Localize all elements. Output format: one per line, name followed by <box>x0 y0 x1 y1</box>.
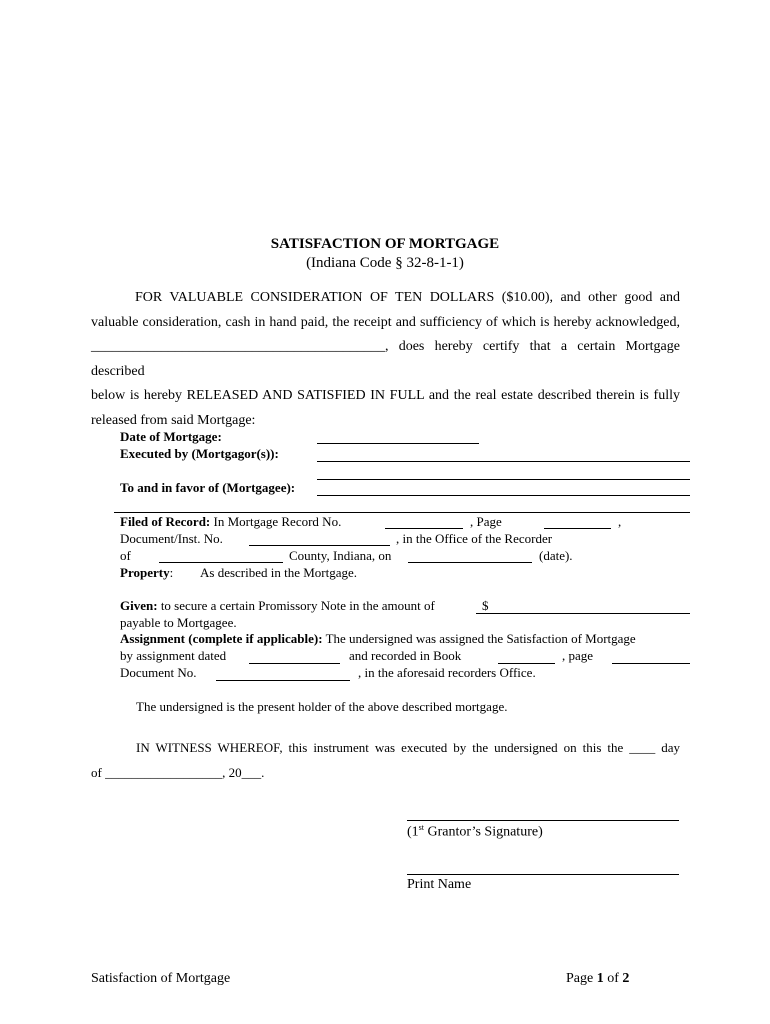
given-text: to secure a certain Promissory Note in the amount of <box>160 598 435 613</box>
grantor-signature-line[interactable] <box>407 820 679 821</box>
intro-line: below is hereby RELEASED AND SATISFIED IN FULL and the real estate described therein is fully <box>91 388 680 403</box>
witness-line-2: of __________________, 20___. <box>91 765 265 780</box>
record-no-field[interactable] <box>385 528 463 529</box>
executed-by-label: Executed by (Mortgagor(s)): <box>120 446 279 461</box>
office-recorder-text: , in the Office of the Recorder <box>396 531 553 546</box>
page-comma: , <box>618 514 622 529</box>
in-favor-of-label: To and in favor of (Mortgagee): <box>120 480 296 495</box>
footer-page-prefix: Page <box>566 971 597 986</box>
given-line <box>120 598 435 614</box>
document-title: SATISFACTION OF MORTGAGE <box>270 236 500 252</box>
property-text: As described in the Mortgage. <box>200 565 358 580</box>
given-label: Given: <box>120 598 158 613</box>
recorded-in-label: and recorded in Book <box>349 648 462 663</box>
signature-caption-sup: st <box>418 823 425 832</box>
assignment-text: The undersigned was assigned the Satisfaction of Mortgage <box>325 631 636 646</box>
filed-of-record-line <box>120 514 341 530</box>
mortgagor-field[interactable] <box>317 461 690 462</box>
page-label: , Page <box>470 514 502 529</box>
intro-line: __________________________________________, does hereby certify that a certain Mortgage described <box>91 339 680 379</box>
document-subtitle: (Indiana Code § 32-8-1-1) <box>306 255 464 271</box>
holder-statement: The undersigned is the present holder of the above described mortgage. <box>136 699 508 714</box>
assignment-page-field[interactable] <box>612 663 690 664</box>
assignment-doc-no-field[interactable] <box>216 680 350 681</box>
mortgagor-field-2[interactable] <box>317 479 690 480</box>
print-name-caption: Print Name <box>407 877 472 892</box>
payable-text: payable to Mortgagee. <box>120 615 237 630</box>
note-amount-field[interactable] <box>476 613 690 614</box>
filed-of-record-text: In Mortgage Record No. <box>213 514 342 529</box>
mortgagee-field[interactable] <box>317 495 690 496</box>
section-divider <box>114 512 690 513</box>
grantor-signature-caption <box>407 823 543 841</box>
date-paren-text: (date). <box>539 548 573 563</box>
county-field[interactable] <box>159 562 283 563</box>
property-line <box>120 565 173 581</box>
footer-page-of: of <box>603 971 623 986</box>
record-date-field[interactable] <box>408 562 532 563</box>
assignment-line <box>120 631 636 647</box>
footer-page-current: 1 <box>596 971 604 986</box>
intro-line: FOR VALUABLE CONSIDERATION OF TEN DOLLARS ($10.00), and other good and <box>135 290 680 305</box>
intro-paragraph <box>91 286 680 433</box>
signature-caption-rest: Grantor’s Signature) <box>424 824 543 840</box>
page-field[interactable] <box>544 528 611 529</box>
doc-no-label: Document No. <box>120 665 197 680</box>
witness-line-1: IN WITNESS WHEREOF, this instrument was executed by the undersigned on this the ____ day <box>136 740 680 755</box>
intro-line: released from said Mortgage: <box>91 412 256 428</box>
date-of-mortgage-label: Date of Mortgage: <box>120 429 222 444</box>
assignment-page-label: , page <box>562 648 594 663</box>
county-text: County, Indiana, on <box>289 548 392 563</box>
of-label: of <box>120 548 131 563</box>
footer-title: Satisfaction of Mortgage <box>91 971 231 986</box>
footer-page-total: 2 <box>622 971 630 986</box>
aforesaid-text: , in the aforesaid recorders Office. <box>358 665 536 680</box>
dollar-sign: $ <box>482 598 489 613</box>
filed-of-record-label: Filed of Record: <box>120 514 211 529</box>
intro-line: valuable consideration, cash in hand paid, the receipt and sufficiency of which is hereby acknowledged, <box>91 314 680 330</box>
assignment-date-field[interactable] <box>249 663 340 664</box>
property-label: Property <box>120 565 170 580</box>
by-assignment-label: by assignment dated <box>120 648 227 663</box>
doc-inst-label: Document/Inst. No. <box>120 531 223 546</box>
date-of-mortgage-field[interactable] <box>317 443 479 444</box>
signature-caption-open: (1 <box>407 824 419 840</box>
book-field[interactable] <box>498 663 555 664</box>
property-colon: : <box>169 565 174 580</box>
print-name-line[interactable] <box>407 874 679 875</box>
assignment-label: Assignment (complete if applicable): <box>120 631 323 646</box>
doc-inst-field[interactable] <box>249 545 390 546</box>
footer-page-number <box>566 971 629 987</box>
